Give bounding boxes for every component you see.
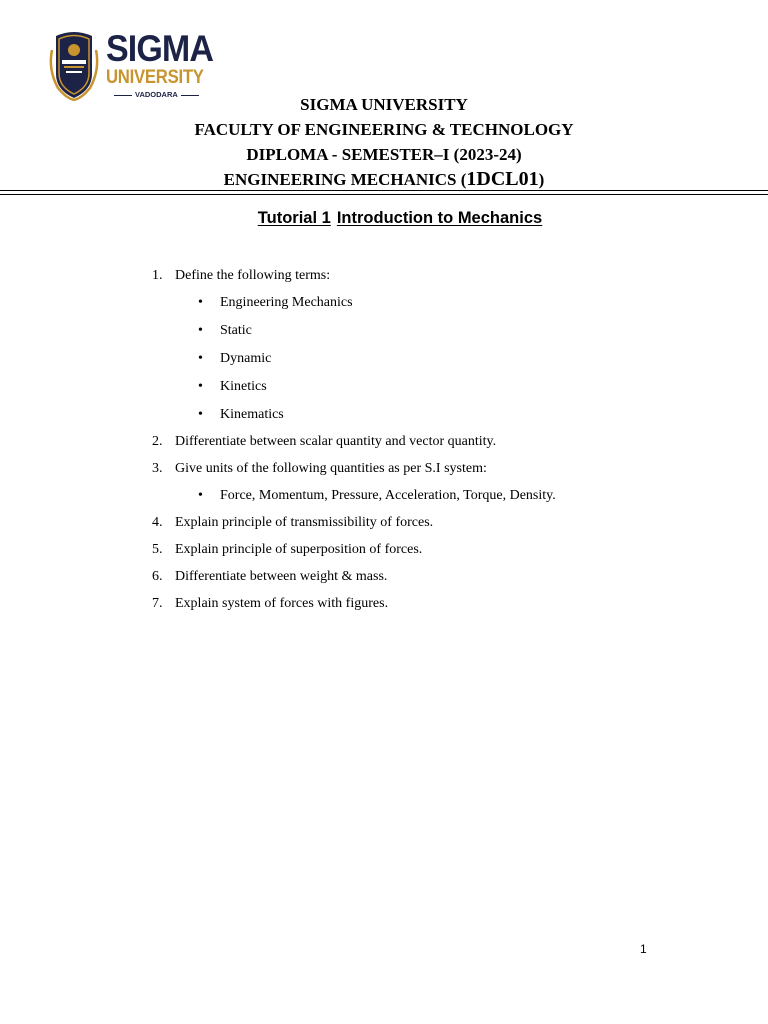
item-text: Explain system of forces with figures. bbox=[175, 596, 389, 611]
item-number: 1. bbox=[152, 268, 163, 283]
semester-line: DIPLOMA - SEMESTER–I (2023-24) bbox=[246, 145, 522, 164]
header-divider-bottom bbox=[0, 194, 768, 195]
bullet-text: Dynamic bbox=[220, 351, 272, 366]
document-header bbox=[0, 92, 768, 192]
logo-location-text: VADODARA bbox=[135, 90, 178, 99]
item-number: 6. bbox=[152, 569, 163, 584]
course-line bbox=[0, 167, 768, 192]
item-number: 3. bbox=[152, 461, 163, 476]
item-number: 4. bbox=[152, 515, 163, 530]
header-divider-top bbox=[0, 190, 768, 191]
bullet-text: Static bbox=[220, 323, 252, 338]
list-item bbox=[152, 540, 556, 567]
bullet-item bbox=[152, 293, 556, 321]
bullet-item bbox=[152, 405, 556, 432]
bullet-text: Force, Momentum, Pressure, Acceleration, Torque, Density. bbox=[220, 488, 556, 503]
item-number: 7. bbox=[152, 596, 163, 611]
list-item bbox=[152, 266, 556, 293]
item-text: Differentiate between scalar quantity and vector quantity. bbox=[175, 434, 497, 449]
bullet-icon: • bbox=[198, 295, 203, 310]
list-item bbox=[152, 513, 556, 540]
bullet-icon: • bbox=[198, 379, 203, 394]
logo-wordmark-university: UNIVERSITY bbox=[106, 67, 204, 88]
bullet-item bbox=[152, 377, 556, 405]
bullet-text: Kinetics bbox=[220, 379, 267, 394]
bullet-text: Engineering Mechanics bbox=[220, 295, 353, 310]
question-list bbox=[152, 266, 556, 621]
item-text: Define the following terms: bbox=[175, 268, 331, 283]
list-item bbox=[152, 459, 556, 486]
bullet-icon: • bbox=[198, 488, 203, 503]
bullet-icon: • bbox=[198, 351, 203, 366]
list-item bbox=[152, 594, 556, 621]
university-name: SIGMA UNIVERSITY bbox=[300, 95, 468, 114]
item-text: Differentiate between weight & mass. bbox=[175, 569, 388, 584]
item-number: 2. bbox=[152, 434, 163, 449]
bullet-item bbox=[152, 349, 556, 377]
page-number: 1 bbox=[640, 942, 647, 956]
course-name: ENGINEERING MECHANICS ( bbox=[223, 170, 467, 189]
item-text: Give units of the following quantities as per S.I system: bbox=[175, 461, 487, 476]
logo-wordmark-sigma: SIGMA bbox=[106, 28, 213, 69]
course-suffix: ) bbox=[538, 170, 545, 189]
item-number: 5. bbox=[152, 542, 163, 557]
bullet-item bbox=[152, 486, 556, 513]
tutorial-label: Tutorial 1 bbox=[257, 209, 331, 227]
list-item bbox=[152, 567, 556, 594]
list-item bbox=[152, 432, 556, 459]
item-text: Explain principle of superposition of forces. bbox=[175, 542, 423, 557]
item-text: Explain principle of transmissibility of forces. bbox=[175, 515, 434, 530]
bullet-icon: • bbox=[198, 323, 203, 338]
tutorial-title bbox=[0, 209, 768, 228]
bullet-text: Kinematics bbox=[220, 407, 284, 422]
course-code: 1DCL01 bbox=[466, 168, 539, 190]
faculty-name: FACULTY OF ENGINEERING & TECHNOLOGY bbox=[194, 120, 574, 139]
bullet-item bbox=[152, 321, 556, 349]
tutorial-topic: Introduction to Mechanics bbox=[336, 209, 543, 227]
bullet-icon: • bbox=[198, 407, 203, 422]
